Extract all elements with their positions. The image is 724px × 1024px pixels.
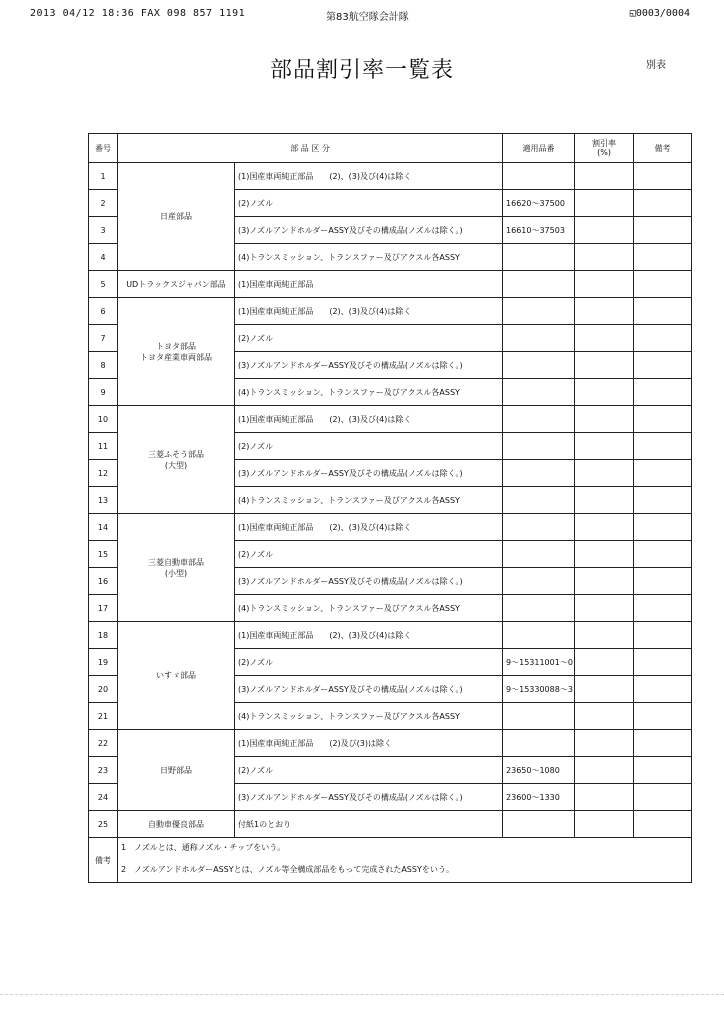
part-description: (1)国産車両純正部品 (2)及び(3)は除く <box>235 730 503 757</box>
table-row <box>89 406 692 433</box>
applicable-part-number <box>503 622 575 649</box>
discount-rate-cell <box>575 649 634 676</box>
remarks-label: 備考 <box>89 838 118 883</box>
discount-rate-cell <box>575 730 634 757</box>
row-number: 25 <box>89 811 118 838</box>
appendix-label: 別表 <box>646 60 666 71</box>
maker-name-line: 日野部品 <box>160 765 192 775</box>
table-row <box>89 271 692 298</box>
row-number: 20 <box>89 676 118 703</box>
parts-discount-table <box>88 133 692 883</box>
header-rate-label: 割引率 <box>592 139 617 148</box>
applicable-part-number <box>503 460 575 487</box>
applicable-part-number <box>503 271 575 298</box>
remark-line-1: 1 ノズルとは、通称ノズル・チップをいう。 <box>121 843 286 852</box>
part-description: (1)国産車両純正部品 (2)、(3)及び(4)は除く <box>235 622 503 649</box>
part-description: (3)ノズルアンドホルダーASSY及びその構成品(ノズルは除く。) <box>235 784 503 811</box>
fax-sender-name: 第83航空隊会計隊 <box>326 12 409 23</box>
applicable-part-number: 23650～1080 <box>503 757 575 784</box>
discount-rate-cell <box>575 514 634 541</box>
discount-rate-cell <box>575 406 634 433</box>
discount-rate-cell <box>575 757 634 784</box>
discount-rate-cell <box>575 433 634 460</box>
row-number: 21 <box>89 703 118 730</box>
applicable-part-number: 16610～37503 <box>503 217 575 244</box>
remark-line-2: 2 ノズルアンドホルダーASSYとは、ノズル等全構成部品をもって完成されたASSYをいう。 <box>121 865 454 874</box>
notes-cell <box>634 325 692 352</box>
discount-rate-cell <box>575 298 634 325</box>
applicable-part-number <box>503 298 575 325</box>
maker-category <box>118 163 235 271</box>
fax-header <box>0 8 724 24</box>
part-description: (2)ノズル <box>235 649 503 676</box>
notes-cell <box>634 406 692 433</box>
part-description: (2)ノズル <box>235 433 503 460</box>
maker-name-line: トヨタ産業車両部品 <box>140 352 212 362</box>
discount-rate-cell <box>575 460 634 487</box>
discount-rate-cell <box>575 244 634 271</box>
discount-rate-cell <box>575 541 634 568</box>
part-description: (3)ノズルアンドホルダーASSY及びその構成品(ノズルは除く。) <box>235 460 503 487</box>
fax-page-icon: ◱ <box>629 8 636 19</box>
row-number: 24 <box>89 784 118 811</box>
part-description: (3)ノズルアンドホルダーASSY及びその構成品(ノズルは除く。) <box>235 352 503 379</box>
notes-cell <box>634 271 692 298</box>
part-description: (2)ノズル <box>235 757 503 784</box>
maker-name-line: 自動車優良部品 <box>148 819 204 829</box>
applicable-part-number: 23600～1330 <box>503 784 575 811</box>
applicable-part-number <box>503 487 575 514</box>
table-body <box>89 163 692 838</box>
notes-cell <box>634 487 692 514</box>
notes-cell <box>634 676 692 703</box>
maker-category <box>118 514 235 622</box>
applicable-part-number <box>503 595 575 622</box>
maker-name-line: いすゞ部品 <box>156 671 196 680</box>
notes-cell <box>634 784 692 811</box>
header-number: 番号 <box>89 134 118 163</box>
maker-name-line: (小型) <box>164 568 188 578</box>
applicable-part-number <box>503 703 575 730</box>
notes-cell <box>634 433 692 460</box>
row-number: 19 <box>89 649 118 676</box>
page-bottom-edge <box>0 994 724 995</box>
notes-cell <box>634 757 692 784</box>
applicable-part-number <box>503 541 575 568</box>
notes-cell <box>634 703 692 730</box>
applicable-part-number: 16620～37500 <box>503 190 575 217</box>
applicable-part-number <box>503 730 575 757</box>
table-row <box>89 514 692 541</box>
applicable-part-number <box>503 811 575 838</box>
remarks-row <box>89 838 692 883</box>
row-number: 8 <box>89 352 118 379</box>
table-row <box>89 730 692 757</box>
discount-rate-cell <box>575 325 634 352</box>
row-number: 17 <box>89 595 118 622</box>
maker-name-line: (大型) <box>164 460 188 470</box>
fax-transmission-info: 2013 04/12 18:36 FAX 098 857 1191 <box>30 8 246 19</box>
row-number: 10 <box>89 406 118 433</box>
discount-rate-cell <box>575 271 634 298</box>
notes-cell <box>634 352 692 379</box>
part-description: (1)国産車両純正部品 <box>235 271 503 298</box>
header-rate-unit: (%) <box>597 148 611 157</box>
notes-cell <box>634 163 692 190</box>
row-number: 5 <box>89 271 118 298</box>
page-title: 部品割引率一覧表 <box>270 58 455 83</box>
maker-name-line: 日産部品 <box>160 212 192 221</box>
table-row <box>89 811 692 838</box>
table-header-row <box>89 134 692 163</box>
part-description: (2)ノズル <box>235 190 503 217</box>
maker-name-line: トヨタ部品 <box>156 341 196 351</box>
discount-rate-cell <box>575 352 634 379</box>
discount-rate-cell <box>575 676 634 703</box>
header-category: 部 品 区 分 <box>118 134 503 163</box>
notes-cell <box>634 190 692 217</box>
notes-cell <box>634 244 692 271</box>
row-number: 1 <box>89 163 118 190</box>
row-number: 15 <box>89 541 118 568</box>
maker-name-line: 三菱ふそう部品 <box>148 449 204 459</box>
part-description: (4)トランスミッション、トランスファー及びアクスル各ASSY <box>235 595 503 622</box>
notes-cell <box>634 649 692 676</box>
applicable-part-number <box>503 379 575 406</box>
header-notes: 備考 <box>634 134 692 163</box>
maker-category <box>118 271 235 298</box>
applicable-part-number <box>503 406 575 433</box>
discount-rate-cell <box>575 784 634 811</box>
applicable-part-number <box>503 433 575 460</box>
maker-category <box>118 406 235 514</box>
notes-cell <box>634 811 692 838</box>
part-description: (1)国産車両純正部品 (2)、(3)及び(4)は除く <box>235 298 503 325</box>
part-description: (1)国産車両純正部品 (2)、(3)及び(4)は除く <box>235 163 503 190</box>
part-description: (2)ノズル <box>235 325 503 352</box>
applicable-part-number <box>503 514 575 541</box>
notes-cell <box>634 541 692 568</box>
discount-rate-cell <box>575 487 634 514</box>
discount-rate-cell <box>575 163 634 190</box>
part-description: (4)トランスミッション、トランスファー及びアクスル各ASSY <box>235 487 503 514</box>
row-number: 11 <box>89 433 118 460</box>
table-row <box>89 163 692 190</box>
applicable-part-number <box>503 163 575 190</box>
table-row <box>89 622 692 649</box>
notes-cell <box>634 730 692 757</box>
remarks-content <box>118 838 692 883</box>
row-number: 13 <box>89 487 118 514</box>
row-number: 6 <box>89 298 118 325</box>
part-description: (1)国産車両純正部品 (2)、(3)及び(4)は除く <box>235 514 503 541</box>
notes-cell <box>634 460 692 487</box>
part-description: (4)トランスミッション、トランスファー及びアクスル各ASSY <box>235 703 503 730</box>
part-description: 付紙1のとおり <box>235 811 503 838</box>
part-description: (1)国産車両純正部品 (2)、(3)及び(4)は除く <box>235 406 503 433</box>
discount-rate-cell <box>575 622 634 649</box>
header-discount-rate <box>575 134 634 163</box>
part-description: (4)トランスミッション、トランスファー及びアクスル各ASSY <box>235 379 503 406</box>
notes-cell <box>634 622 692 649</box>
notes-cell <box>634 568 692 595</box>
discount-rate-cell <box>575 703 634 730</box>
part-description: (3)ノズルアンドホルダーASSY及びその構成品(ノズルは除く。) <box>235 676 503 703</box>
part-description: (3)ノズルアンドホルダーASSY及びその構成品(ノズルは除く。) <box>235 568 503 595</box>
notes-cell <box>634 217 692 244</box>
part-description: (4)トランスミッション、トランスファー及びアクスル各ASSY <box>235 244 503 271</box>
fax-page-counter <box>630 8 690 19</box>
row-number: 12 <box>89 460 118 487</box>
discount-rate-cell <box>575 568 634 595</box>
applicable-part-number <box>503 244 575 271</box>
header-part-number: 適用品番 <box>503 134 575 163</box>
notes-cell <box>634 379 692 406</box>
applicable-part-number <box>503 568 575 595</box>
row-number: 18 <box>89 622 118 649</box>
maker-category <box>118 730 235 811</box>
applicable-part-number: 9～15311001～0 <box>503 649 575 676</box>
notes-cell <box>634 514 692 541</box>
maker-category <box>118 622 235 730</box>
part-description: (2)ノズル <box>235 541 503 568</box>
discount-rate-cell <box>575 379 634 406</box>
notes-cell <box>634 595 692 622</box>
row-number: 9 <box>89 379 118 406</box>
row-number: 16 <box>89 568 118 595</box>
maker-category <box>118 811 235 838</box>
row-number: 14 <box>89 514 118 541</box>
maker-category <box>118 298 235 406</box>
applicable-part-number <box>503 352 575 379</box>
fax-page-number: 0003/0004 <box>635 8 690 19</box>
maker-name-line: 三菱自動車部品 <box>148 557 204 567</box>
applicable-part-number <box>503 325 575 352</box>
table-row <box>89 298 692 325</box>
notes-cell <box>634 298 692 325</box>
applicable-part-number: 9～15330088～3 <box>503 676 575 703</box>
row-number: 7 <box>89 325 118 352</box>
row-number: 23 <box>89 757 118 784</box>
row-number: 4 <box>89 244 118 271</box>
maker-name-line: UDトラックスジャパン部品 <box>126 279 226 289</box>
row-number: 3 <box>89 217 118 244</box>
row-number: 22 <box>89 730 118 757</box>
part-description: (3)ノズルアンドホルダーASSY及びその構成品(ノズルは除く。) <box>235 217 503 244</box>
discount-rate-cell <box>575 217 634 244</box>
discount-rate-cell <box>575 595 634 622</box>
row-number: 2 <box>89 190 118 217</box>
discount-rate-cell <box>575 190 634 217</box>
discount-rate-cell <box>575 811 634 838</box>
